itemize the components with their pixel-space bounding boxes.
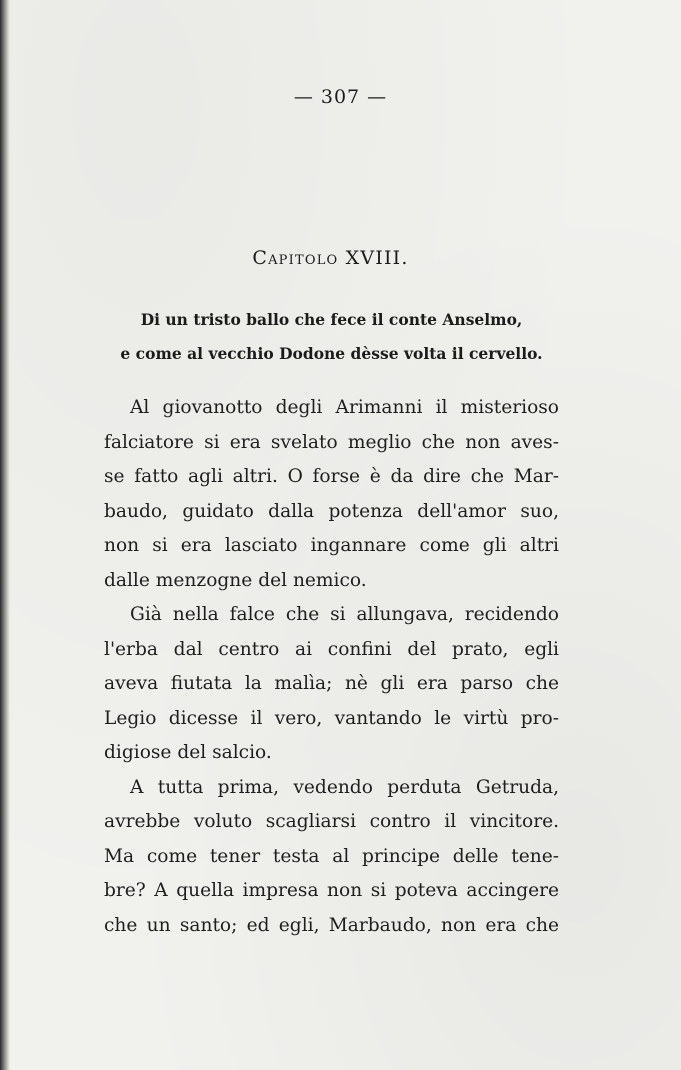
page-number: — 307 — [293,86,388,108]
text-line: falciatore si era svelato meglio che non aves- [104,431,559,453]
text-line: l'erba dal centro ai confini del prato, egli [104,638,559,660]
chapter-heading: Capitolo XVIII. [252,247,409,269]
chapter-subtitle-line: e come al vecchio Dodone dèsse volta il cervello. [120,344,543,363]
text-line: dalle menzogne del nemico. [104,569,367,591]
text-line: Legio dicesse il vero, vantando le virtù pro- [104,707,559,729]
text-line: A tutta prima, vedendo perduta Getruda, [130,776,559,798]
text-line: digiose del salcio. [104,742,272,763]
text-line: Al giovanotto degli Arimanni il misterioso [130,397,559,418]
text-line: baudo, guidato dalla potenza dell'amor suo, [104,500,559,522]
text-line: non si era lasciato ingannare come gli altri [104,535,559,556]
text-line: Già nella falce che si allungava, recidendo [130,604,559,625]
chapter-subtitle [104,303,559,371]
page-binding-edge [0,0,10,1070]
body-text [104,391,559,943]
text-line: che un santo; ed egli, Marbaudo, non era che [104,914,559,936]
text-line: Ma come tener testa al principe delle tene- [104,845,559,867]
chapter-subtitle-line: Di un tristo ballo che fece il conte Anselmo, [140,310,523,329]
text-line: avrebbe voluto scagliarsi contro il vincitore. [104,811,559,832]
text-line: aveva fiutata la malìa; nè gli era parso che [104,673,559,694]
text-line: se fatto agli altri. O forse è da dire che Mar- [104,466,559,487]
text-line: bre? A quella impresa non si poteva accingere [104,880,559,901]
